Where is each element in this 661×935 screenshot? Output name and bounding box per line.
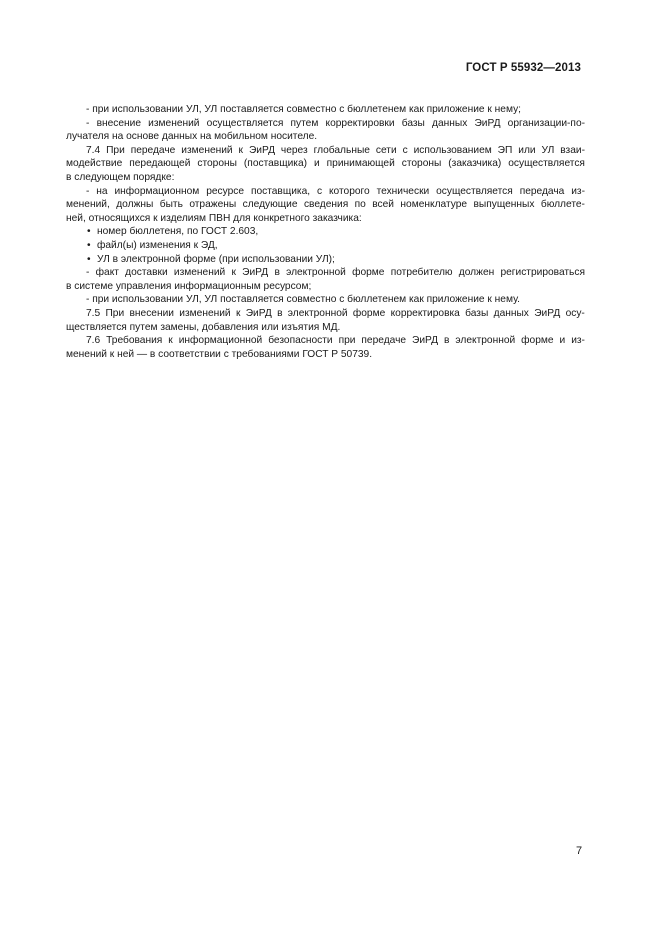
bullet-text: УЛ в электронной форме (при использовании УЛ);: [97, 253, 335, 265]
text-line: - факт доставки изменений к ЭиРД в электронной форме потребителю должен регистрироваться: [86, 267, 585, 279]
body-text: [66, 103, 585, 361]
text-line: [66, 280, 585, 294]
bullet-icon: •: [87, 253, 91, 265]
line-text: менений к ней — в соответствии с требованиями ГОСТ Р 50739.: [66, 348, 373, 360]
bullet-text: файл(ы) изменения к ЭД,: [97, 239, 218, 251]
text-line: менений, должны быть отражены следующие сведения по всей номенклатуре выпущенных бюллете-: [66, 199, 585, 211]
text-line: [66, 321, 585, 335]
text-line: 7.6 Требования к информационной безопасности при передаче ЭиРД в электронной форме и из-: [86, 335, 585, 347]
line-text: ней, относящихся к изделиям ПВН для конкретного заказчика:: [66, 212, 362, 224]
page-number: 7: [576, 845, 583, 857]
text-line: [66, 212, 585, 226]
text-line: [66, 293, 585, 307]
line-text: ществляется путем замены, добавления или изъятия МД.: [66, 321, 341, 333]
text-line: [66, 348, 585, 362]
text-line: [66, 171, 585, 185]
text-line: 7.5 При внесении изменений к ЭиРД в электронной форме корректировка базы данных ЭиРД осу-: [86, 307, 585, 319]
line-text: - при использовании УЛ, УЛ поставляется совместно с бюллетенем как приложение к нему;: [86, 104, 522, 115]
text-line: модействие передающей стороны (поставщика) и принимающей стороны (заказчика) осуществляется: [66, 158, 585, 170]
text-line: [66, 103, 585, 117]
text-line: - на информационном ресурсе поставщика, с которого технически осуществляется передача из-: [86, 185, 585, 197]
bullet-list-item: [66, 225, 585, 239]
line-text: в следующем порядке:: [66, 171, 175, 183]
line-text: в системе управления информационным ресурсом;: [66, 280, 312, 292]
bullet-icon: •: [87, 226, 91, 238]
bullet-list-item: [66, 253, 585, 267]
bullet-list-item: [66, 239, 585, 253]
bullet-text: номер бюллетеня, по ГОСТ 2.603,: [97, 226, 259, 238]
text-line: [66, 130, 585, 144]
line-text: - при использовании УЛ, УЛ поставляется совместно с бюллетенем как приложение к нему.: [86, 294, 520, 306]
bullet-icon: •: [87, 239, 91, 251]
text-line: - внесение изменений осуществляется путем корректировки базы данных ЭиРД организации-по-: [86, 117, 585, 129]
text-line: 7.4 При передаче изменений к ЭиРД через глобальные сети с использованием ЭП или УЛ взаи-: [86, 144, 585, 156]
standard-designation: ГОСТ Р 55932—2013: [465, 62, 581, 74]
line-text: лучателя на основе данных на мобильном носителе.: [66, 131, 318, 143]
